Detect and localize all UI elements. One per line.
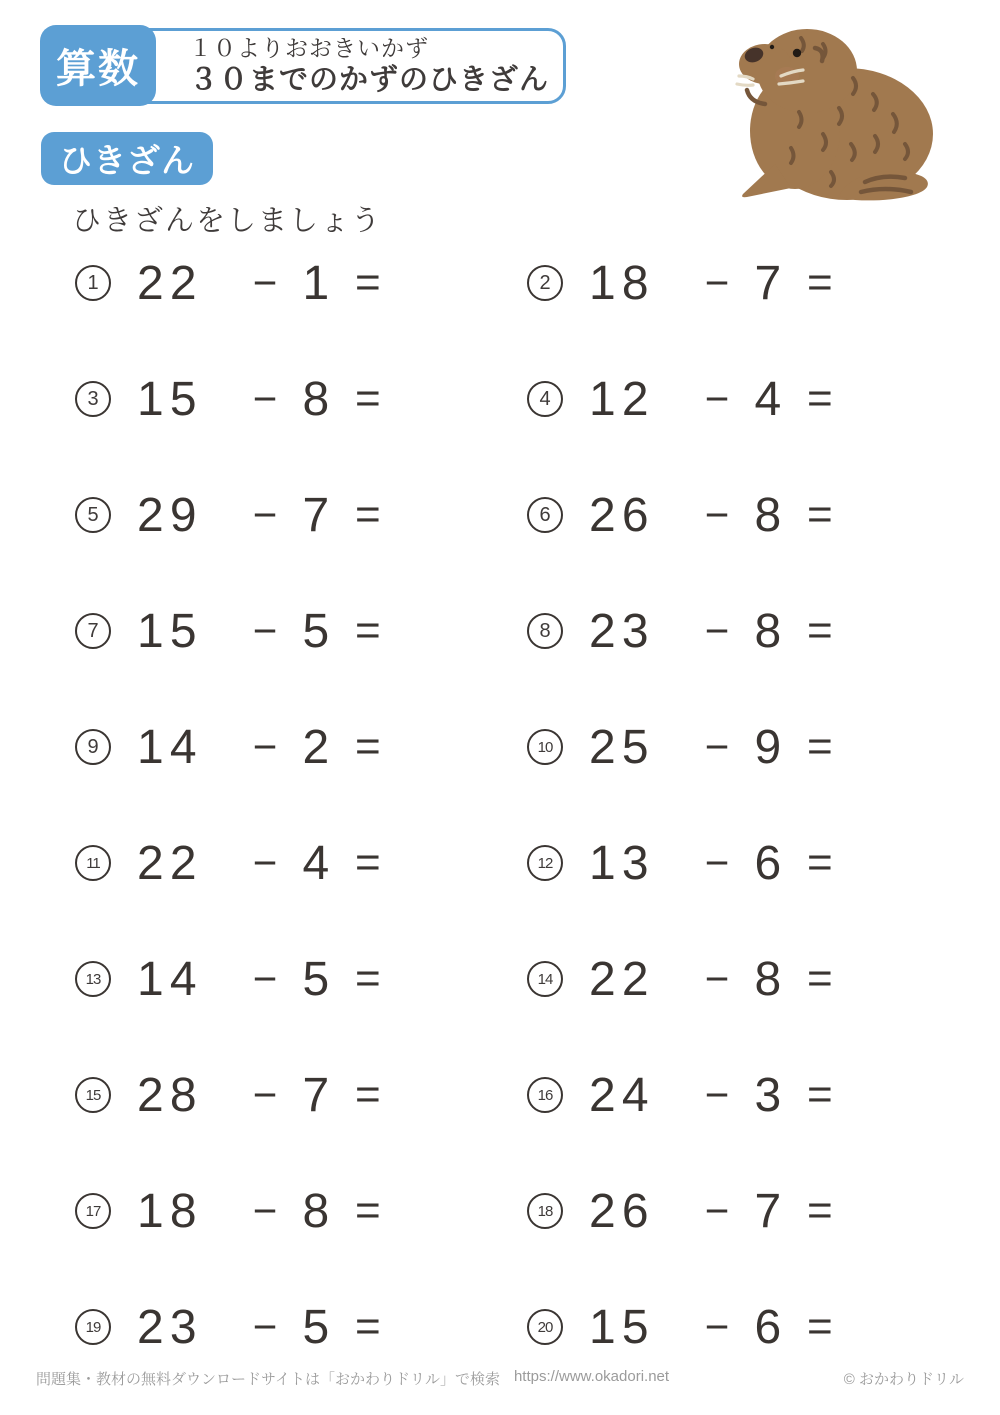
equals-sign: = — [807, 606, 833, 655]
equals-sign: = — [355, 490, 381, 539]
minus-sign: − — [704, 491, 730, 538]
subtrahend: 7 — [302, 488, 336, 542]
problem-number-badge — [527, 961, 563, 997]
problem-number: 16 — [537, 1086, 553, 1104]
problem-number-badge — [527, 1193, 563, 1229]
minus-sign: − — [252, 955, 278, 1002]
problem-item — [527, 832, 979, 894]
minus-sign: − — [252, 375, 278, 422]
answer-blank — [833, 606, 923, 656]
minus-sign: − — [704, 1187, 730, 1234]
problem-number: 9 — [87, 735, 99, 758]
problem-number: 4 — [539, 387, 551, 410]
subtrahend: 2 — [302, 720, 336, 774]
subtrahend: 3 — [754, 1068, 788, 1122]
minuend: 14 — [137, 952, 203, 1006]
answer-blank — [833, 838, 923, 888]
answer-blank — [381, 258, 471, 308]
subject-badge: 算数 — [40, 25, 156, 106]
minus-sign: − — [252, 491, 278, 538]
minuend: 22 — [589, 952, 655, 1006]
problem-item — [527, 368, 979, 430]
minus-sign: − — [704, 839, 730, 886]
subtrahend: 5 — [302, 604, 336, 658]
minuend: 23 — [589, 604, 655, 658]
problem-number-badge — [527, 497, 563, 533]
problem-item — [527, 484, 979, 546]
minus-sign: − — [704, 259, 730, 306]
subtrahend: 7 — [302, 1068, 336, 1122]
problem-number-badge — [75, 1309, 111, 1345]
subtrahend: 4 — [302, 836, 336, 890]
subtrahend: 1 — [302, 256, 336, 310]
problem-item — [75, 1180, 527, 1242]
minuend: 18 — [589, 256, 655, 310]
problem-number-badge — [527, 1309, 563, 1345]
equals-sign: = — [807, 258, 833, 307]
equals-sign: = — [355, 258, 381, 307]
subtrahend: 8 — [754, 488, 788, 542]
equals-sign: = — [807, 1302, 833, 1351]
answer-blank — [381, 606, 471, 656]
footer-left — [36, 1368, 669, 1389]
minus-sign: − — [704, 955, 730, 1002]
equals-sign: = — [355, 954, 381, 1003]
minuend: 15 — [589, 1300, 655, 1354]
problem-number-badge — [527, 613, 563, 649]
answer-blank — [381, 374, 471, 424]
problem-number: 17 — [85, 1202, 101, 1220]
problem-number: 1 — [87, 271, 99, 294]
subtrahend: 8 — [302, 1184, 336, 1238]
answer-blank — [833, 722, 923, 772]
problem-number-badge — [527, 381, 563, 417]
problem-item — [75, 484, 527, 546]
minuend: 22 — [137, 256, 203, 310]
minuend: 26 — [589, 488, 655, 542]
minuend: 29 — [137, 488, 203, 542]
answer-blank — [833, 1302, 923, 1352]
equals-sign: = — [807, 954, 833, 1003]
minus-sign: − — [704, 1303, 730, 1350]
subtrahend: 6 — [754, 836, 788, 890]
minuend: 26 — [589, 1184, 655, 1238]
problem-number-badge — [75, 845, 111, 881]
answer-blank — [381, 490, 471, 540]
problem-item — [527, 600, 979, 662]
problem-number: 12 — [537, 854, 553, 872]
problem-number-badge — [75, 381, 111, 417]
answer-blank — [381, 722, 471, 772]
answer-blank — [381, 1186, 471, 1236]
answer-blank — [381, 1302, 471, 1352]
subtrahend: 7 — [754, 1184, 788, 1238]
minuend: 23 — [137, 1300, 203, 1354]
equals-sign: = — [355, 838, 381, 887]
problem-item — [75, 252, 527, 314]
minuend: 14 — [137, 720, 203, 774]
problem-number: 18 — [537, 1202, 553, 1220]
problem-item — [75, 716, 527, 778]
equals-sign: = — [807, 838, 833, 887]
answer-blank — [381, 954, 471, 1004]
minuend: 15 — [137, 372, 203, 426]
subtrahend: 6 — [754, 1300, 788, 1354]
problem-number: 3 — [87, 387, 99, 410]
problem-number-badge — [75, 497, 111, 533]
answer-blank — [833, 258, 923, 308]
problem-number: 19 — [85, 1318, 101, 1336]
footer-url: https://www.okadori.net — [513, 1368, 670, 1385]
problem-item — [75, 1296, 527, 1358]
footer-copyright: © おかわりドリル — [843, 1371, 964, 1388]
minuend: 25 — [589, 720, 655, 774]
problem-item — [527, 1296, 979, 1358]
minus-sign: − — [252, 839, 278, 886]
answer-blank — [833, 490, 923, 540]
minus-sign: − — [252, 1187, 278, 1234]
equals-sign: = — [355, 1186, 381, 1235]
answer-blank — [833, 1186, 923, 1236]
problem-number: 20 — [537, 1318, 553, 1336]
problem-number: 14 — [537, 970, 553, 988]
minuend: 28 — [137, 1068, 203, 1122]
problem-number-badge — [75, 613, 111, 649]
problem-number-badge — [75, 1077, 111, 1113]
minuend: 24 — [589, 1068, 655, 1122]
problem-item — [75, 1064, 527, 1126]
problem-number: 6 — [539, 503, 551, 526]
equals-sign: = — [807, 1186, 833, 1235]
problem-item — [75, 368, 527, 430]
footer-search-text: 問題集・教材の無料ダウンロードサイトは「おかわりドリル」で検索 — [36, 1371, 500, 1388]
problem-number: 5 — [87, 503, 99, 526]
equals-sign: = — [807, 490, 833, 539]
subtrahend: 4 — [754, 372, 788, 426]
equals-sign: = — [807, 722, 833, 771]
minus-sign: − — [252, 1303, 278, 1350]
subtrahend: 8 — [302, 372, 336, 426]
problem-number: 11 — [86, 854, 100, 872]
equals-sign: = — [807, 1070, 833, 1119]
problem-item — [527, 948, 979, 1010]
problem-number: 10 — [537, 738, 553, 756]
problem-number-badge — [75, 1193, 111, 1229]
minus-sign: − — [252, 607, 278, 654]
minus-sign: − — [252, 723, 278, 770]
minus-sign: − — [704, 723, 730, 770]
subtrahend: 9 — [754, 720, 788, 774]
minuend: 18 — [137, 1184, 203, 1238]
answer-blank — [381, 838, 471, 888]
minus-sign: − — [252, 259, 278, 306]
problem-item — [527, 1064, 979, 1126]
problem-number-badge — [527, 1077, 563, 1113]
subtrahend: 8 — [754, 952, 788, 1006]
minus-sign: − — [704, 1071, 730, 1118]
problem-number: 2 — [539, 271, 551, 294]
equals-sign: = — [355, 1302, 381, 1351]
problem-number-badge — [75, 961, 111, 997]
equals-sign: = — [355, 722, 381, 771]
answer-blank — [381, 1070, 471, 1120]
problem-item — [75, 600, 527, 662]
equals-sign: = — [355, 1070, 381, 1119]
problem-number: 7 — [87, 619, 99, 642]
equals-sign: = — [355, 374, 381, 423]
problem-number: 13 — [85, 970, 101, 988]
problem-number: 15 — [85, 1086, 101, 1104]
fur-seal-illustration — [735, 16, 942, 210]
problem-item — [75, 832, 527, 894]
answer-blank — [833, 954, 923, 1004]
problem-number: 8 — [539, 619, 551, 642]
minuend: 22 — [137, 836, 203, 890]
unit-title-line-2: ３０までのかずのひきざん — [189, 63, 550, 96]
section-badge: ひきざん — [41, 132, 213, 185]
equals-sign: = — [355, 606, 381, 655]
answer-blank — [833, 1070, 923, 1120]
problem-number-badge — [527, 729, 563, 765]
problem-item — [527, 252, 979, 314]
problem-number-badge — [75, 729, 111, 765]
equals-sign: = — [807, 374, 833, 423]
problems-grid — [75, 252, 979, 1412]
subtrahend: 7 — [754, 256, 788, 310]
minuend: 12 — [589, 372, 655, 426]
instruction-text: ひきざんをしましょう — [72, 205, 383, 237]
problem-item — [527, 1180, 979, 1242]
seal-body — [739, 29, 933, 200]
problem-number-badge — [75, 265, 111, 301]
subtrahend: 8 — [754, 604, 788, 658]
seal-eye-icon — [793, 49, 801, 57]
minus-sign: − — [252, 1071, 278, 1118]
minuend: 15 — [137, 604, 203, 658]
unit-title-line-1: １０よりおおきいかず — [189, 35, 429, 62]
seal-brow-dot — [770, 45, 774, 49]
answer-blank — [833, 374, 923, 424]
problem-number-badge — [527, 845, 563, 881]
problem-item — [75, 948, 527, 1010]
minus-sign: − — [704, 375, 730, 422]
problem-item — [527, 716, 979, 778]
subtrahend: 5 — [302, 952, 336, 1006]
subtrahend: 5 — [302, 1300, 336, 1354]
problem-number-badge — [527, 265, 563, 301]
minus-sign: − — [704, 607, 730, 654]
minuend: 13 — [589, 836, 655, 890]
